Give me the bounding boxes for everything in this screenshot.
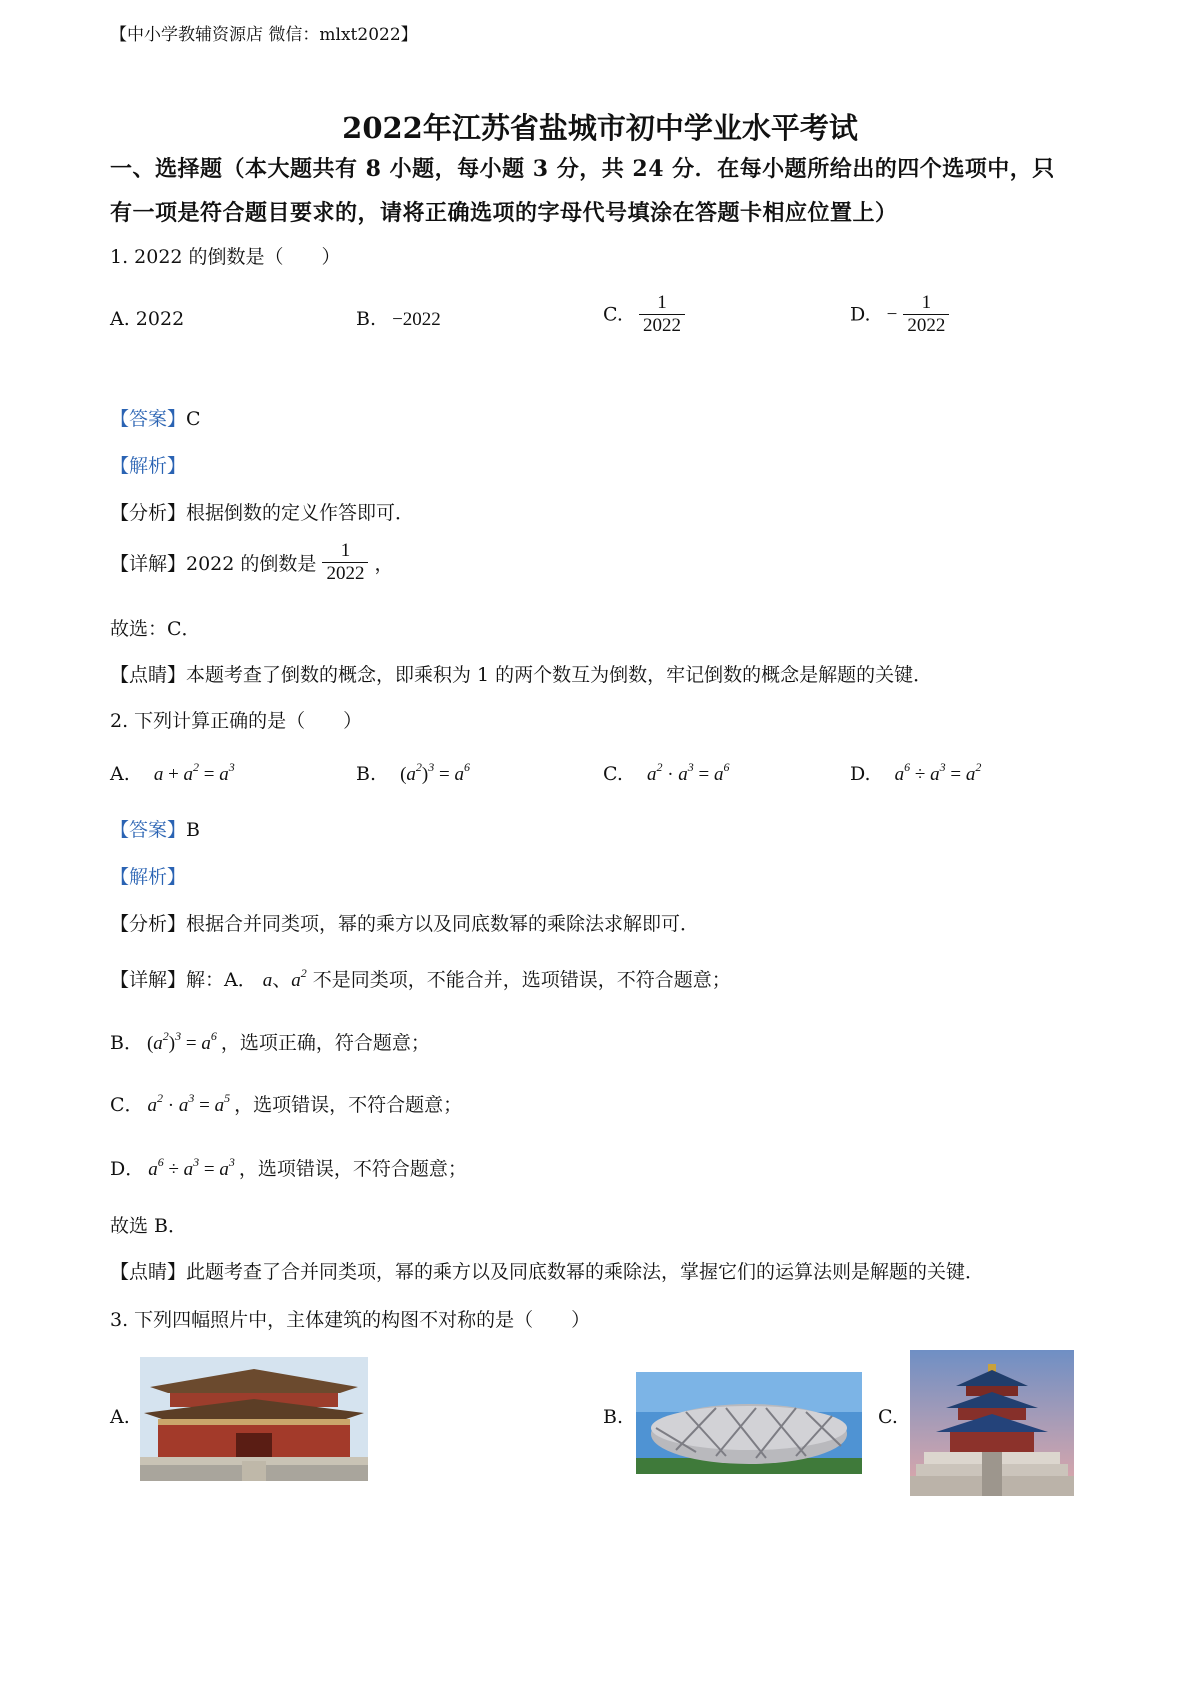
- q2-detail-d: [110, 1154, 467, 1181]
- q3-option-c-label: C.: [878, 1406, 898, 1428]
- q1-detail-fraction: [322, 540, 368, 585]
- photo-palace: [140, 1357, 368, 1481]
- q2-option-d-label: D.: [850, 763, 871, 785]
- fraction-denominator: 2022: [322, 562, 368, 585]
- fraction-numerator: 1: [657, 292, 667, 313]
- q2-detail-c-expression: $a^2 \cdot a^3 = a^5$: [147, 1091, 231, 1116]
- q2-option-a-expression: $a + a^2 = a^3$: [153, 760, 235, 785]
- q2-detail-b-expression: $(a^2)^3 = a^6$: [146, 1029, 217, 1054]
- question-1-stem: 1. 2022 的倒数是（ ）: [110, 246, 341, 268]
- q1-option-d: [850, 292, 949, 337]
- q2-option-b-label: B.: [356, 763, 377, 785]
- q1-analysis: 【分析】根据倒数的定义作答即可．: [110, 502, 415, 524]
- q1-option-c: [603, 292, 685, 337]
- answer-value: B: [186, 819, 200, 841]
- q1-answer: [110, 404, 201, 431]
- q2-jiexi-tag: 【解析】: [110, 866, 187, 888]
- q2-detail-a-text: 【详解】解：A．: [110, 969, 257, 991]
- q1-option-b-value: −2022: [392, 309, 441, 330]
- q3-option-a-label: A.: [110, 1406, 130, 1428]
- q2-answer: [110, 815, 200, 842]
- q2-option-b-expression: $(a^2)^3 = a^6$: [400, 760, 470, 785]
- fraction-numerator: 1: [921, 292, 932, 313]
- answer-tag: 【答案】: [110, 408, 187, 430]
- q3-option-b-label: B.: [603, 1406, 624, 1428]
- fraction-denominator: 2022: [903, 314, 949, 337]
- q2-detail-c: [110, 1090, 462, 1117]
- q2-analysis: 【分析】根据合并同类项，幂的乘方以及同底数幂的乘除法求解即可．: [110, 913, 700, 935]
- q2-choice: 故选 B．: [110, 1215, 188, 1237]
- photo-birds-nest-stadium: [636, 1372, 862, 1474]
- fraction-denominator: 2022: [639, 314, 685, 337]
- fraction-numerator: 1: [340, 540, 351, 561]
- q1-choice: 故选：C．: [110, 618, 201, 640]
- q1-option-d-fraction: [903, 292, 949, 337]
- q2-option-b: [356, 760, 470, 786]
- q2-option-d-expression: $a^6 \div a^3 = a^2$: [894, 760, 982, 785]
- q1-option-b-label: B.: [356, 308, 377, 330]
- q1-option-c-label: C.: [603, 303, 623, 326]
- q2-detail-d-expression: $a^6 \div a^3 = a^3$: [148, 1155, 235, 1180]
- q2-detail-a: [110, 965, 731, 992]
- q2-option-a: [110, 760, 235, 786]
- q2-detail-b-text: ，选项正确，符合题意；: [220, 1032, 430, 1054]
- q2-option-c-label: C.: [603, 763, 623, 785]
- q1-remark: 【点睛】本题考查了倒数的概念，即乘积为 1 的两个数互为倒数，牢记倒数的概念是解题的关键．: [110, 664, 933, 686]
- q2-detail-a-text2: 不是同类项，不能合并，选项错误，不符合题意；: [312, 969, 731, 991]
- source-header: 【中小学教辅资源店 微信：mlxt2022】: [110, 25, 418, 45]
- q1-option-c-fraction: [639, 292, 685, 337]
- q1-detail-comma: ，: [374, 553, 394, 575]
- section-instructions-line1: 一、选择题（本大题共有 8 小题，每小题 3 分，共 24 分．在每小题所给出的四个选项中，只: [110, 156, 1055, 182]
- q2-detail-b: [110, 1028, 430, 1055]
- q1-detail-text: 【详解】2022 的倒数是: [110, 553, 317, 575]
- q2-detail-d-label: D．: [110, 1158, 145, 1180]
- q1-option-a: A. 2022: [110, 308, 185, 330]
- q1-jiexi-tag: 【解析】: [110, 455, 187, 477]
- q2-detail-d-text: ，选项错误，不符合题意；: [238, 1158, 467, 1180]
- question-2-stem: 2. 下列计算正确的是（ ）: [110, 710, 363, 732]
- answer-tag: 【答案】: [110, 819, 187, 841]
- negative-sign: −: [886, 303, 898, 325]
- photo-temple-of-heaven: [910, 1350, 1074, 1496]
- q2-detail-b-label: B．: [110, 1032, 143, 1054]
- section-instructions-line2: 有一项是符合题目要求的，请将正确选项的字母代号填涂在答题卡相应位置上）: [110, 200, 898, 226]
- q2-detail-c-text: ，选项错误，不符合题意；: [234, 1094, 463, 1116]
- answer-value: C: [186, 408, 201, 430]
- q2-option-d: [850, 760, 982, 786]
- q2-detail-a-terms: a、$a^2$: [262, 966, 307, 991]
- page-title: 2022年江苏省盐城市初中学业水平考试: [342, 111, 858, 145]
- question-3-stem: 3. 下列四幅照片中，主体建筑的构图不对称的是（ ）: [110, 1309, 591, 1331]
- q1-option-d-label: D.: [850, 303, 871, 326]
- q1-option-b: [356, 308, 441, 331]
- q2-detail-c-label: C．: [110, 1094, 144, 1116]
- q2-option-a-label: A.: [110, 763, 130, 785]
- q1-detail: [110, 540, 394, 585]
- q2-option-c: [603, 760, 730, 786]
- q2-remark: 【点睛】此题考查了合并同类项，幂的乘方以及同底数幂的乘除法，掌握它们的运算法则是解题的关键．: [110, 1261, 985, 1283]
- q2-option-c-expression: $a^2 \cdot a^3 = a^6$: [646, 760, 730, 785]
